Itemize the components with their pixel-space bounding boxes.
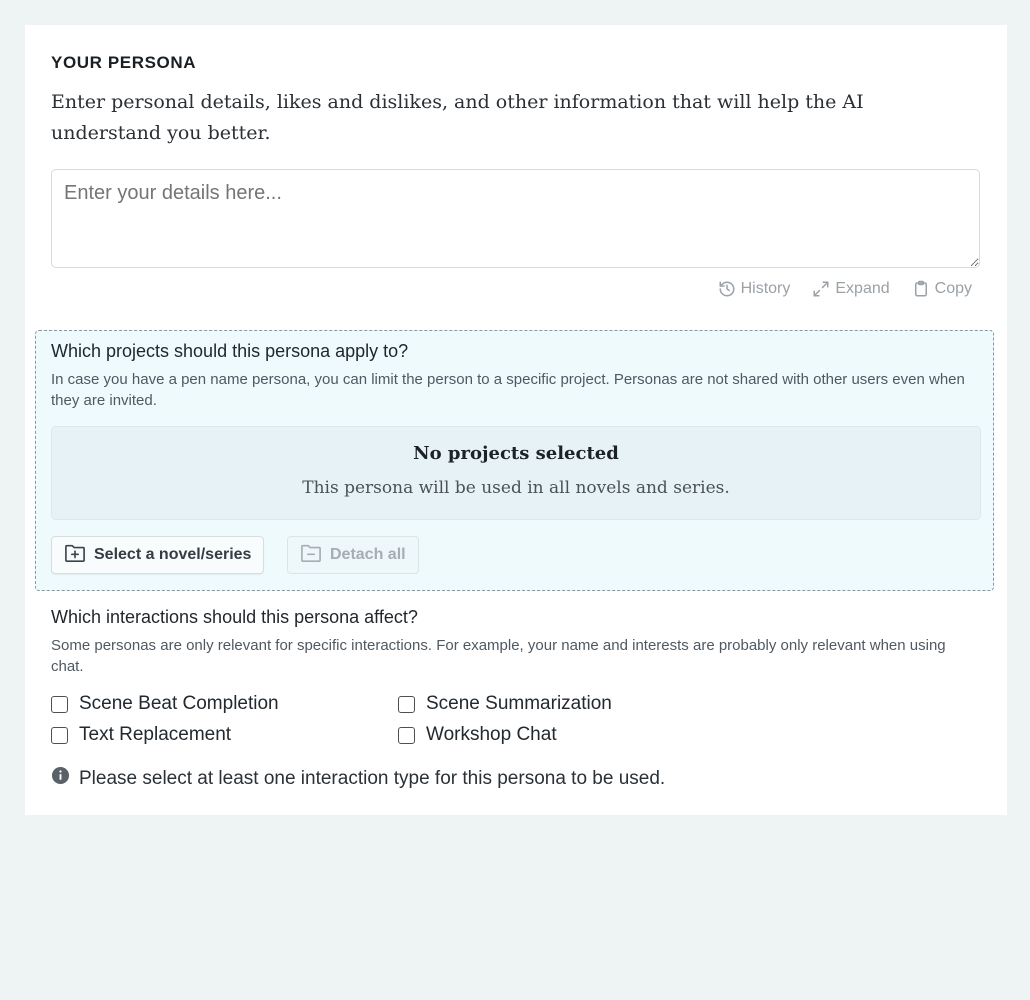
text-replacement-label: Text Replacement (79, 724, 232, 745)
scene-beat-completion-label: Scene Beat Completion (79, 693, 279, 714)
interactions-description: Some personas are only relevant for specific interactions. For example, your name and interests are probably only relevant when using chat. (51, 637, 946, 675)
no-projects-description: This persona will be used in all novels and series. (302, 478, 730, 498)
projects-description: In case you have a pen name persona, you can limit the person to a specific project. Personas are not shared with other users even when they are invited. (51, 371, 965, 409)
projects-section (35, 330, 994, 591)
interaction-warning (51, 766, 665, 791)
history-icon (718, 280, 736, 298)
scene-summarization-checkbox[interactable] (398, 696, 415, 713)
projects-title: Which projects should this persona apply to? (51, 341, 409, 361)
persona-intro: Enter personal details, likes and dislikes, and other information that will help the AI understand you better. (51, 91, 864, 144)
expand-label: Expand (835, 280, 890, 297)
no-projects-panel (51, 426, 981, 520)
persona-details-input[interactable] (51, 169, 980, 268)
detach-all-button[interactable] (287, 536, 419, 574)
interactions-title: Which interactions should this persona affect? (51, 607, 418, 627)
history-label: History (740, 280, 791, 297)
no-projects-title: No projects selected (413, 443, 619, 464)
editor-toolbar (718, 280, 972, 298)
select-novel-series-button[interactable] (51, 536, 264, 574)
workshop-chat-option[interactable] (398, 724, 557, 746)
scene-summarization-option[interactable] (398, 693, 612, 715)
info-icon (51, 766, 70, 791)
copy-button[interactable] (912, 280, 972, 298)
scene-summarization-label: Scene Summarization (426, 693, 612, 714)
detach-all-label: Detach all (330, 546, 406, 563)
scene-beat-completion-option[interactable] (51, 693, 279, 715)
interaction-warning-text: Please select at least one interaction type for this persona to be used. (79, 767, 666, 789)
workshop-chat-label: Workshop Chat (426, 724, 557, 745)
select-novel-series-label: Select a novel/series (94, 546, 252, 563)
text-replacement-checkbox[interactable] (51, 727, 68, 744)
persona-card (25, 25, 1007, 815)
folder-plus-icon (64, 543, 86, 568)
scene-beat-completion-checkbox[interactable] (51, 696, 68, 713)
expand-button[interactable] (812, 280, 889, 298)
persona-heading: YOUR PERSONA (51, 53, 197, 72)
expand-icon (812, 280, 830, 298)
clipboard-icon (912, 280, 930, 298)
text-replacement-option[interactable] (51, 724, 231, 746)
copy-label: Copy (934, 280, 972, 297)
folder-minus-icon (300, 543, 322, 568)
history-button[interactable] (718, 280, 791, 298)
workshop-chat-checkbox[interactable] (398, 727, 415, 744)
